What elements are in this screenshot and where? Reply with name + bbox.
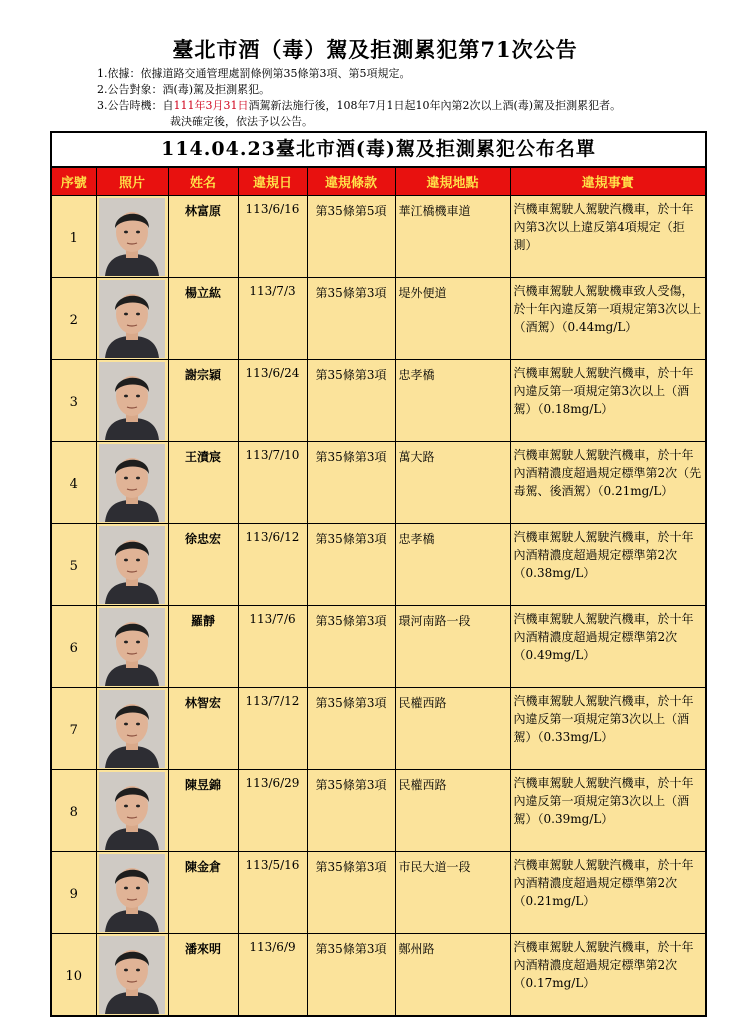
row-index: 2: [52, 278, 96, 360]
row-law: 第35條第3項: [307, 606, 395, 688]
table-row: [52, 442, 705, 524]
row-index: 7: [52, 688, 96, 770]
row-law: 第35條第3項: [307, 360, 395, 442]
row-name: 林智宏: [168, 688, 238, 770]
row-law: 第35條第3項: [307, 278, 395, 360]
row-law: 第35條第5項: [307, 196, 395, 278]
row-photo: [96, 770, 168, 852]
table-row: [52, 278, 705, 360]
header-law: 違規條款: [307, 168, 395, 196]
row-name: 羅靜: [168, 606, 238, 688]
row-photo: [96, 196, 168, 278]
header-fact: 違規事實: [510, 168, 705, 196]
row-name: 謝宗穎: [168, 360, 238, 442]
header-index: 序號: [52, 168, 96, 196]
row-place: 堤外便道: [395, 278, 510, 360]
row-name: 王濆宸: [168, 442, 238, 524]
person-photo-icon: [99, 772, 165, 850]
offender-list: [50, 131, 707, 1017]
row-photo: [96, 934, 168, 1016]
person-photo-icon: [99, 936, 165, 1014]
row-photo: [96, 852, 168, 934]
row-photo: [96, 360, 168, 442]
header-photo: 照片: [96, 168, 168, 196]
table-row: [52, 770, 705, 852]
row-fact: 汽機車駕駛人駕駛汽機車，於十年內酒精濃度超過規定標準第2次（0.17mg/L）: [510, 934, 705, 1016]
row-date: 113/7/3: [238, 278, 307, 360]
person-photo-icon: [99, 854, 165, 932]
table-header-row: [52, 168, 705, 196]
row-fact: 汽機車駕駛人駕駛汽機車，於十年內酒精濃度超過規定標準第2次（0.21mg/L）: [510, 852, 705, 934]
note-target: 2.公告對象：酒(毒)駕及拒測累犯。: [97, 83, 271, 96]
row-place: 忠孝橋: [395, 360, 510, 442]
notice-notes: [97, 66, 717, 130]
table-row: [52, 196, 705, 278]
row-photo: [96, 688, 168, 770]
row-law: 第35條第3項: [307, 442, 395, 524]
row-name: 陳昱錦: [168, 770, 238, 852]
table-row: [52, 524, 705, 606]
row-photo: [96, 278, 168, 360]
row-place: 華江橋機車道: [395, 196, 510, 278]
row-date: 113/7/6: [238, 606, 307, 688]
row-fact: 汽機車駕駛人駕駛汽機車，於十年內第3次以上違反第4項規定（拒測）: [510, 196, 705, 278]
row-name: 潘來明: [168, 934, 238, 1016]
row-name: 楊立紘: [168, 278, 238, 360]
header-name: 姓名: [168, 168, 238, 196]
row-date: 113/7/10: [238, 442, 307, 524]
row-place: 萬大路: [395, 442, 510, 524]
row-fact: 汽機車駕駛人駕駛汽機車，於十年內酒精濃度超過規定標準第2次（0.49mg/L）: [510, 606, 705, 688]
row-date: 113/6/12: [238, 524, 307, 606]
row-date: 113/6/24: [238, 360, 307, 442]
page-title: 臺北市酒（毒）駕及拒測累犯第71次公告: [172, 37, 578, 62]
row-index: 4: [52, 442, 96, 524]
row-name: 林富原: [168, 196, 238, 278]
row-index: 6: [52, 606, 96, 688]
person-photo-icon: [99, 198, 165, 276]
row-fact: 汽機車駕駛人駕駛機車致人受傷，於十年內違反第一項規定第3次以上（酒駕）（0.44mg/L）: [510, 278, 705, 360]
table-row: [52, 852, 705, 934]
table-row: [52, 360, 705, 442]
person-photo-icon: [99, 362, 165, 440]
offender-table: [52, 167, 705, 1015]
note-timing-prefix: 3.公告時機：自: [97, 99, 174, 112]
header-date: 違規日: [238, 168, 307, 196]
row-fact: 汽機車駕駛人駕駛汽機車，於十年內酒精濃度超過規定標準第2次（先毒駕、後酒駕）（0.21mg/L）: [510, 442, 705, 524]
row-date: 113/6/29: [238, 770, 307, 852]
row-place: 忠孝橋: [395, 524, 510, 606]
row-index: 10: [52, 934, 96, 1016]
row-name: 徐忠宏: [168, 524, 238, 606]
note-timing: [97, 98, 717, 114]
row-fact: 汽機車駕駛人駕駛汽機車，於十年內違反第一項規定第3次以上（酒駕）（0.18mg/L）: [510, 360, 705, 442]
row-law: 第35條第3項: [307, 524, 395, 606]
row-law: 第35條第3項: [307, 852, 395, 934]
row-law: 第35條第3項: [307, 688, 395, 770]
row-place: 環河南路一段: [395, 606, 510, 688]
table-body: [52, 196, 705, 1016]
note-basis: 1.依據：依據道路交通管理處罰條例第35條第3項、第5項規定。: [97, 67, 411, 80]
person-photo-icon: [99, 280, 165, 358]
person-photo-icon: [99, 690, 165, 768]
row-photo: [96, 606, 168, 688]
row-photo: [96, 524, 168, 606]
note-finalization: 裁決確定後，依法予以公告。: [170, 115, 313, 128]
row-fact: 汽機車駕駛人駕駛汽機車，於十年內酒精濃度超過規定標準第2次（0.38mg/L）: [510, 524, 705, 606]
row-index: 3: [52, 360, 96, 442]
list-title: 114.04.23臺北市酒(毒)駕及拒測累犯公布名單: [52, 133, 705, 167]
row-law: 第35條第3項: [307, 770, 395, 852]
row-fact: 汽機車駕駛人駕駛汽機車，於十年內違反第一項規定第3次以上（酒駕）（0.33mg/L）: [510, 688, 705, 770]
table-row: [52, 934, 705, 1016]
row-place: 民權西路: [395, 688, 510, 770]
row-name: 陳金倉: [168, 852, 238, 934]
row-fact: 汽機車駕駛人駕駛汽機車，於十年內違反第一項規定第3次以上（酒駕）（0.39mg/L）: [510, 770, 705, 852]
row-index: 5: [52, 524, 96, 606]
note-timing-date: 111年3月31日: [173, 99, 249, 112]
row-place: 市民大道一段: [395, 852, 510, 934]
table-row: [52, 606, 705, 688]
row-date: 113/6/16: [238, 196, 307, 278]
row-index: 1: [52, 196, 96, 278]
row-index: 9: [52, 852, 96, 934]
row-law: 第35條第3項: [307, 934, 395, 1016]
person-photo-icon: [99, 608, 165, 686]
row-date: 113/6/9: [238, 934, 307, 1016]
row-date: 113/7/12: [238, 688, 307, 770]
person-photo-icon: [99, 526, 165, 604]
note-timing-suffix: 酒駕新法施行後，108年7月1日起10年內第2次以上酒(毒)駕及拒測累犯者。: [248, 99, 622, 112]
row-date: 113/5/16: [238, 852, 307, 934]
row-photo: [96, 442, 168, 524]
row-index: 8: [52, 770, 96, 852]
row-place: 鄭州路: [395, 934, 510, 1016]
person-photo-icon: [99, 444, 165, 522]
table-row: [52, 688, 705, 770]
header-place: 違規地點: [395, 168, 510, 196]
row-place: 民權西路: [395, 770, 510, 852]
